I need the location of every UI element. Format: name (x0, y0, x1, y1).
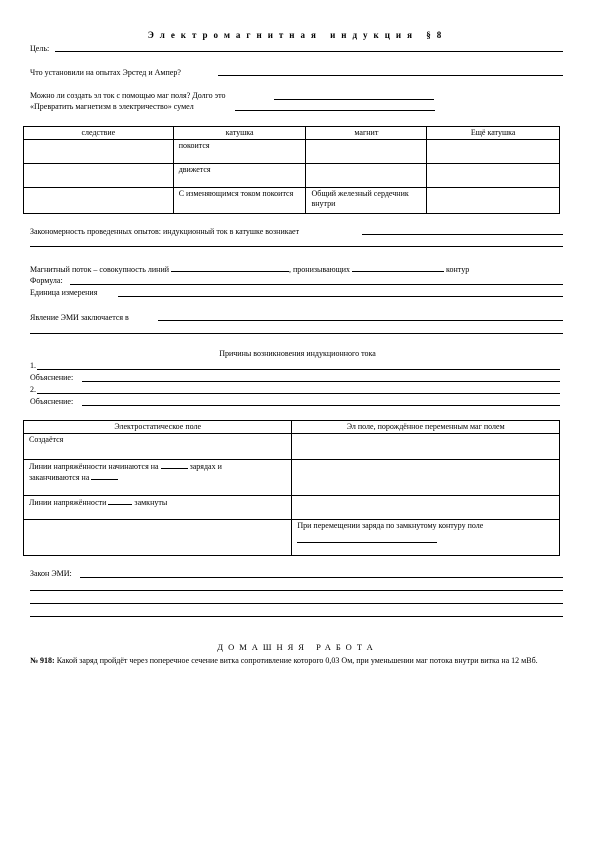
table-cell: движется (173, 164, 306, 188)
lines-start-charges: зарядах и (189, 462, 222, 471)
answer-line-formula[interactable] (70, 284, 563, 285)
table-cell[interactable] (306, 164, 427, 188)
lines-closed-word: замкнуты (134, 498, 168, 507)
answer-line-law[interactable] (362, 234, 563, 235)
table-cell[interactable] (292, 496, 560, 520)
goal-line[interactable] (55, 51, 563, 52)
fields-comparison-table (23, 420, 560, 556)
table-cell[interactable] (24, 520, 292, 556)
blank-charge-move[interactable] (297, 535, 437, 543)
blank-end-charges[interactable] (91, 472, 118, 480)
table-cell (24, 460, 292, 496)
answer-line-q2[interactable] (274, 99, 434, 100)
flux-blank-1[interactable] (171, 264, 289, 272)
explanation-2-label: Объяснение: (30, 397, 74, 406)
homework-title: ДОМАШНЯЯ РАБОТА (217, 642, 378, 652)
answer-line-q2b[interactable] (235, 110, 435, 111)
page-title: Электромагнитная индукция §8 (147, 30, 448, 40)
answer-line-emi-law[interactable] (80, 577, 563, 578)
table-cell[interactable] (24, 164, 174, 188)
answer-line-emi-law-4[interactable] (30, 616, 563, 617)
lines-start-label: Линии напряжённости начинаются на (29, 462, 159, 471)
table-cell[interactable] (306, 140, 427, 164)
blank-start-charges[interactable] (161, 461, 188, 469)
homework-text: Какой заряд пройдёт через поперечное сечение витка сопротивление которого 0,03 Ом, при уменьшении маг потока внутри витка на 12 мВб. (56, 656, 538, 665)
question-oersted-ampere: Что установили на опытах Эрстед и Ампер? (30, 68, 181, 77)
formula-label: Формула: (30, 276, 63, 285)
emf-label: Явление ЭМИ заключается в (30, 313, 129, 322)
answer-line-emi-law-2[interactable] (30, 590, 563, 591)
answer-line-q1[interactable] (218, 75, 563, 76)
table-cell: С изменяющимся током покоится (173, 188, 306, 214)
table-cell: Общий железный сердечник внутри (306, 188, 427, 214)
table-cell[interactable] (427, 164, 560, 188)
question-magnetism-electricity: «Превратить магнетизм в электричество» сумел (30, 102, 194, 111)
answer-line-emf[interactable] (158, 320, 563, 321)
table-header: следствие (24, 127, 174, 140)
answer-line-cause-2[interactable] (37, 393, 560, 394)
table-cell[interactable] (292, 434, 560, 460)
lines-closed-label: Линии напряжённости (29, 498, 107, 507)
explanation-1-label: Объяснение: (30, 373, 74, 382)
table-cell: Создаётся (24, 434, 292, 460)
table-cell (292, 520, 560, 556)
flux-label: Магнитный поток – совокупность линий (30, 265, 170, 274)
table-cell: покоится (173, 140, 306, 164)
answer-line-emf-2[interactable] (30, 333, 563, 334)
experiments-table (23, 126, 560, 214)
law-label: Закономерность проведенных опытов: индукционный ток в катушке возникает (30, 227, 300, 236)
table-cell (24, 496, 292, 520)
blank-closed[interactable] (108, 497, 132, 505)
answer-line-explanation-2[interactable] (82, 405, 560, 406)
charge-move-label: При перемещении заряда по замкнутому контуру поле (297, 521, 484, 530)
table-cell[interactable] (427, 188, 560, 214)
question-create-current: Можно ли создать эл ток с помощью маг поля? Долго это (30, 91, 226, 100)
emi-law-label: Закон ЭМИ: (30, 569, 72, 578)
answer-line-cause-1[interactable] (37, 369, 560, 370)
flux-definition (30, 264, 469, 274)
table-header: катушка (173, 127, 306, 140)
table-header: Эл поле, порождённое переменным маг полем (292, 421, 560, 434)
goal-label: Цель: (30, 44, 50, 53)
table-header: Электростатическое поле (24, 421, 292, 434)
table-header: Ещё катушка (427, 127, 560, 140)
answer-line-law-2[interactable] (30, 246, 563, 247)
table-cell[interactable] (24, 140, 174, 164)
cause-2-label: 2. (30, 385, 36, 394)
unit-label: Единица измерения (30, 288, 98, 297)
cause-1-label: 1. (30, 361, 36, 370)
lines-end-label: заканчиваются на (29, 473, 90, 482)
flux-mid: , пронизывающих (289, 265, 351, 274)
answer-line-emi-law-3[interactable] (30, 603, 563, 604)
flux-end: контур (446, 265, 470, 274)
table-header: магнит (306, 127, 427, 140)
table-cell[interactable] (24, 188, 174, 214)
flux-blank-2[interactable] (352, 264, 444, 272)
causes-title: Причины возникновения индукционного тока (219, 349, 376, 358)
answer-line-explanation-1[interactable] (82, 381, 560, 382)
homework-number: № 918: (30, 656, 55, 665)
table-cell[interactable] (427, 140, 560, 164)
answer-line-unit[interactable] (118, 296, 563, 297)
homework-task (30, 655, 565, 667)
table-cell[interactable] (292, 460, 560, 496)
